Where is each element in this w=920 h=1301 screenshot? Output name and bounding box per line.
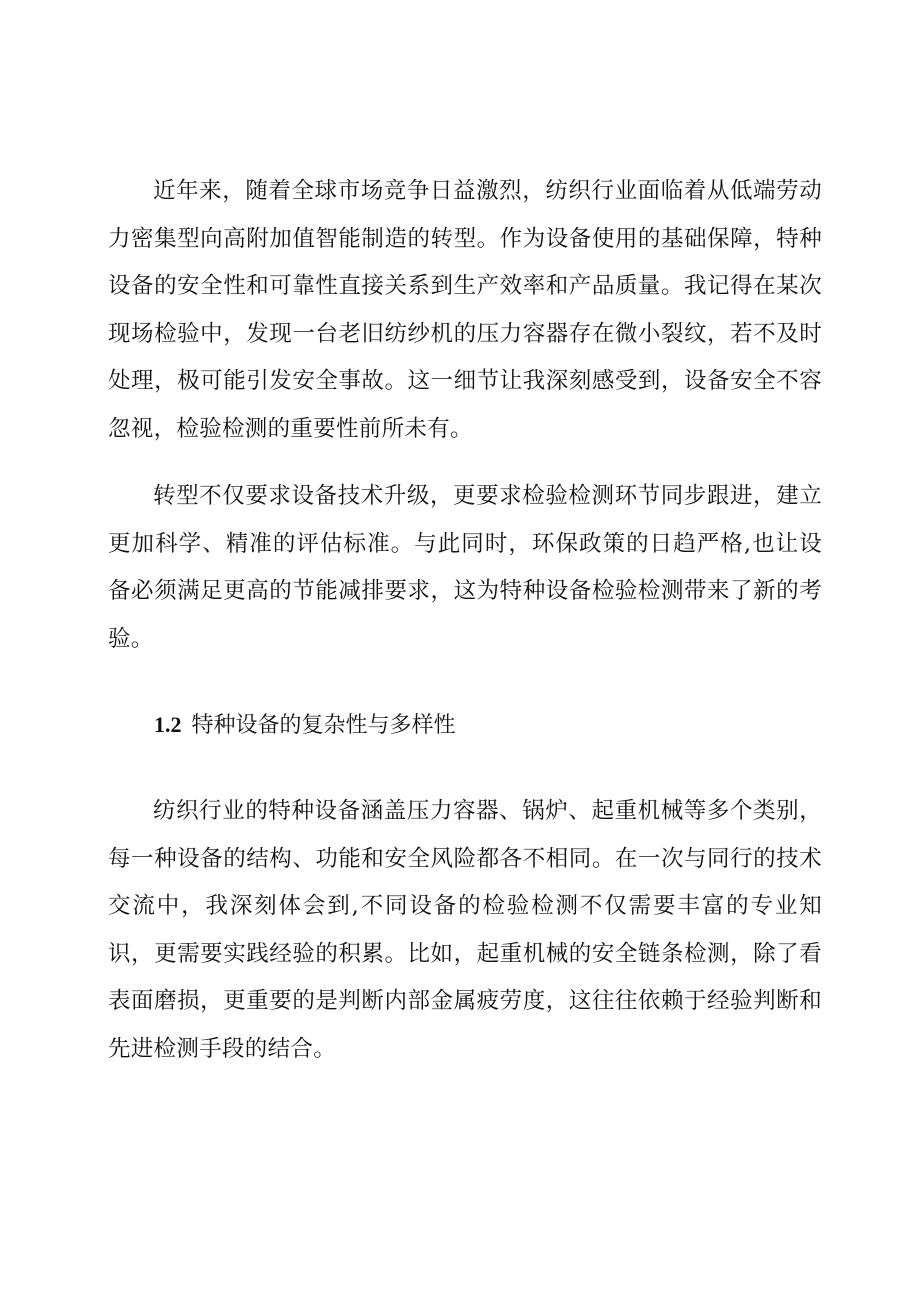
section-heading [108, 705, 822, 746]
body-paragraph-3: 纺织行业的特种设备涵盖压力容器、锅炉、起重机械等多个类别，每一种设备的结构、功能和安全风险都各不相同。在一次与同行的技术交流中，我深刻体会到,不同设备的检验检测不仅需要丰富的专业知识，更需要实践经验的积累。比如，起重机械的安全链条检测，除了看表面磨损，更重要的是判断内部金属疲劳度，这往往依赖于经验判断和先进检测手段的结合。 [108, 798, 822, 1062]
body-paragraph-2: 转型不仅要求设备技术升级，更要求检验检测环节同步跟进，建立更加科学、精准的评估标准。与此同时，环保政策的日趋严格,也让设备必须满足更高的节能减排要求，这为特种设备检验检测带来了新的考验。 [108, 483, 822, 652]
body-paragraph-1: 近年来，随着全球市场竞争日益激烈，纺织行业面临着从低端劳动力密集型向高附加值智能制造的转型。作为设备使用的基础保障，特种设备的安全性和可靠性直接关系到生产效率和产品质量。我记得在某次现场检验中，发现一台老旧纺纱机的压力容器存在微小裂纹，若不及时处理，极可能引发安全事故。这一细节让我深刻感受到，设备安全不容忽视，检验检测的重要性前所未有。 [108, 178, 822, 442]
section-title: 特种设备的复杂性与多样性 [191, 713, 456, 738]
section-number: 1.2 [154, 712, 182, 737]
document-body [108, 168, 822, 1073]
